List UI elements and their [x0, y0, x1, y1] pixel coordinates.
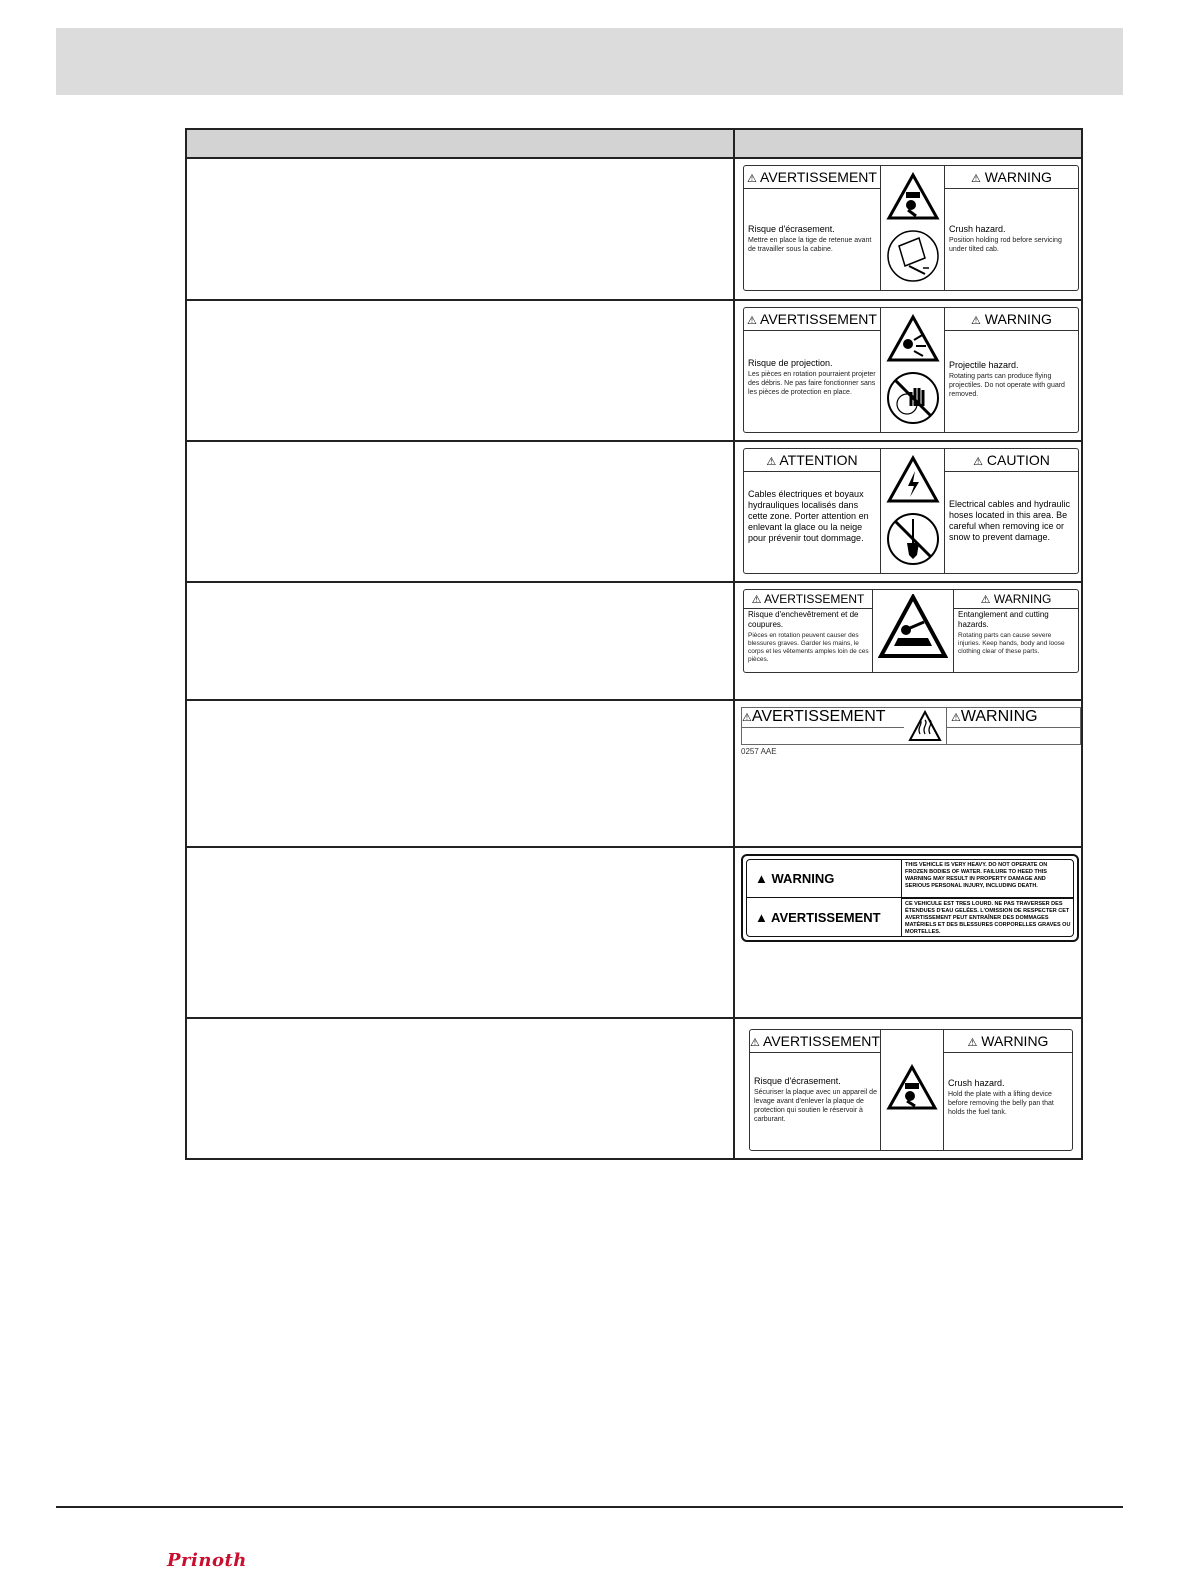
decal-image-cell	[737, 852, 1079, 1013]
decal-body-en: Rotating parts can produce flying projectiles. Do not operate with guard removed.	[949, 373, 1065, 398]
decal-header-en: WARNING	[984, 311, 1052, 327]
crush-hazard-icon	[886, 1064, 938, 1112]
warning-triangle-icon: ⚠	[971, 315, 981, 327]
decal-header-en: WARNING	[960, 708, 1038, 725]
table-row	[187, 848, 1081, 1019]
warning-triangle-icon: ⚠	[973, 456, 983, 468]
decal-header-en: CAUTION	[986, 452, 1050, 468]
warning-triangle-icon: ⚠	[747, 173, 757, 185]
table-row	[187, 583, 1081, 701]
decal-body-fr: Les pièces en rotation pourraient projeter des débris. Ne pas faire fonctionner sans les pièces de protection en place.	[748, 371, 876, 396]
table-row	[187, 159, 1081, 301]
warning-triangle-icon: ⚠	[951, 712, 961, 724]
decal-body-fr: Mettre en place la tige de retenue avant de travailler sous la cabine.	[748, 237, 872, 253]
decal-image-cell	[737, 305, 1079, 436]
decal-title-fr: Risque d'écrasement.	[754, 1076, 841, 1086]
footer-rule	[56, 1506, 1123, 1508]
warning-triangle-icon: ▲	[755, 910, 768, 925]
decal-code: 0257 AAE	[741, 747, 777, 756]
no-guard-removed-icon	[885, 370, 941, 426]
warning-triangle-icon: ▲	[755, 871, 768, 886]
prinoth-logo: Prinoth	[167, 1550, 247, 1571]
decal-title-fr: Risque d'enchevêtrement et de coupures.	[748, 610, 859, 629]
decal-header-fr: AVERTISSEMENT	[763, 1033, 880, 1049]
decal-text-en: Electrical cables and hydraulic hoses located in this area. Be careful when removing ice or snow to prevent damage.	[949, 499, 1071, 542]
warning-triangle-icon: ⚠	[980, 594, 991, 606]
crush-hazard-belly-pan-decal	[749, 1029, 1073, 1151]
electrical-cables-caution-decal	[743, 448, 1079, 574]
decal-body-fr: Pièces en rotation peuvent causer des blessures graves. Garder les mains, le corps et les vêtements amples loin de ces pièces.	[748, 632, 869, 663]
decal-header-fr: AVERTISSEMENT	[760, 311, 877, 327]
decal-title-en: Projectile hazard.	[949, 360, 1019, 370]
warning-triangle-icon: ⚠	[747, 315, 757, 327]
table-row	[187, 1019, 1081, 1160]
decal-image-cell	[737, 163, 1079, 295]
warning-triangle-icon: ⚠	[742, 712, 752, 724]
decal-image-cell	[737, 587, 1079, 695]
crush-hazard-cab-decal	[743, 165, 1079, 291]
decal-header-fr: ATTENTION	[779, 452, 858, 468]
entanglement-hazard-decal	[743, 589, 1079, 673]
decal-image-cell	[737, 1023, 1079, 1156]
no-shovel-icon	[885, 511, 941, 567]
hot-surface-icon	[908, 710, 942, 742]
table-row	[187, 301, 1081, 442]
entanglement-hazard-icon	[878, 594, 948, 660]
electrical-hazard-icon	[886, 455, 940, 505]
decal-title-en: Crush hazard.	[949, 224, 1006, 234]
warning-triangle-icon: ⚠	[967, 1037, 978, 1049]
decal-header-fr: AVERTISSEMENT	[751, 708, 886, 725]
warning-triangle-icon: ⚠	[750, 1037, 760, 1049]
decal-body-fr: Sécuriser la plaque avec un appareil de levage avant d'enlever la plaque de protection qui soutien le réservoir à carburant.	[754, 1089, 877, 1123]
decal-title-en: Crush hazard.	[948, 1078, 1005, 1088]
table-row	[187, 442, 1081, 583]
decal-header-en: WARNING	[771, 871, 835, 886]
header-band	[56, 28, 1123, 95]
tilted-cab-icon	[885, 228, 941, 284]
decal-header-fr: AVERTISSEMENT	[764, 592, 865, 606]
decal-body-en: Position holding rod before servicing under tilted cab.	[949, 237, 1062, 253]
decal-text-en: THIS VEHICLE IS VERY HEAVY. DO NOT OPERATE ON FROZEN BODIES OF WATER. FAILURE TO HEED THIS WARNING MAY RESULT IN PROPERTY DAMAGE AND SERIOUS PERSONAL INJURY, INCLUDING DEATH.	[905, 862, 1048, 889]
decal-title-en: Entanglement and cutting hazards.	[958, 610, 1049, 629]
decal-title-fr: Risque d'écrasement.	[748, 224, 835, 234]
decal-header-en: WARNING	[993, 592, 1052, 606]
decal-header-fr: AVERTISSEMENT	[760, 169, 877, 185]
decal-body-en: Hold the plate with a lifting device before removing the belly pan that holds the fuel tank.	[948, 1091, 1054, 1116]
decal-text-fr: CE VÉHICULE EST TRÈS LOURD. NE PAS TRAVERSER DES ÉTENDUES D'EAU GELÉES. L'OMISSION DE RESPECTER CET AVERTISSEMENT PEUT ENTRAÎNER DES DOMMAGES MATÉRIELS ET DES BLESSURES CORPORELLES GRAVES OU MORTELLES.	[905, 901, 1071, 935]
decal-title-fr: Risque de projection.	[748, 358, 833, 368]
table-header	[187, 130, 1081, 159]
frozen-water-warning-decal	[741, 854, 1079, 942]
table-row	[187, 701, 1081, 848]
decal-image-cell	[737, 705, 1079, 842]
decal-header-en: WARNING	[984, 169, 1052, 185]
warning-triangle-icon: ⚠	[766, 456, 777, 468]
decal-image-cell	[737, 446, 1079, 577]
warning-triangle-icon: ⚠	[971, 173, 981, 185]
decal-header-fr: AVERTISSEMENT	[771, 910, 881, 925]
decal-text-fr: Cables électriques et boyaux hydrauliques localisés dans cette zone. Porter attention en enlevant la glace ou la neige pour prévenir tout dommage.	[748, 489, 869, 543]
warning-triangle-icon: ⚠	[751, 594, 762, 606]
projectile-hazard-decal	[743, 307, 1079, 433]
decal-header-en: WARNING	[981, 1033, 1049, 1049]
projectile-hazard-icon	[886, 314, 940, 364]
crush-hazard-icon	[886, 172, 940, 222]
hot-surface-decal	[741, 707, 1081, 745]
decal-table	[185, 128, 1083, 1160]
decal-body-en: Rotating parts can cause severe injuries. Keep hands, body and loose clothing clear of these parts.	[958, 632, 1065, 655]
